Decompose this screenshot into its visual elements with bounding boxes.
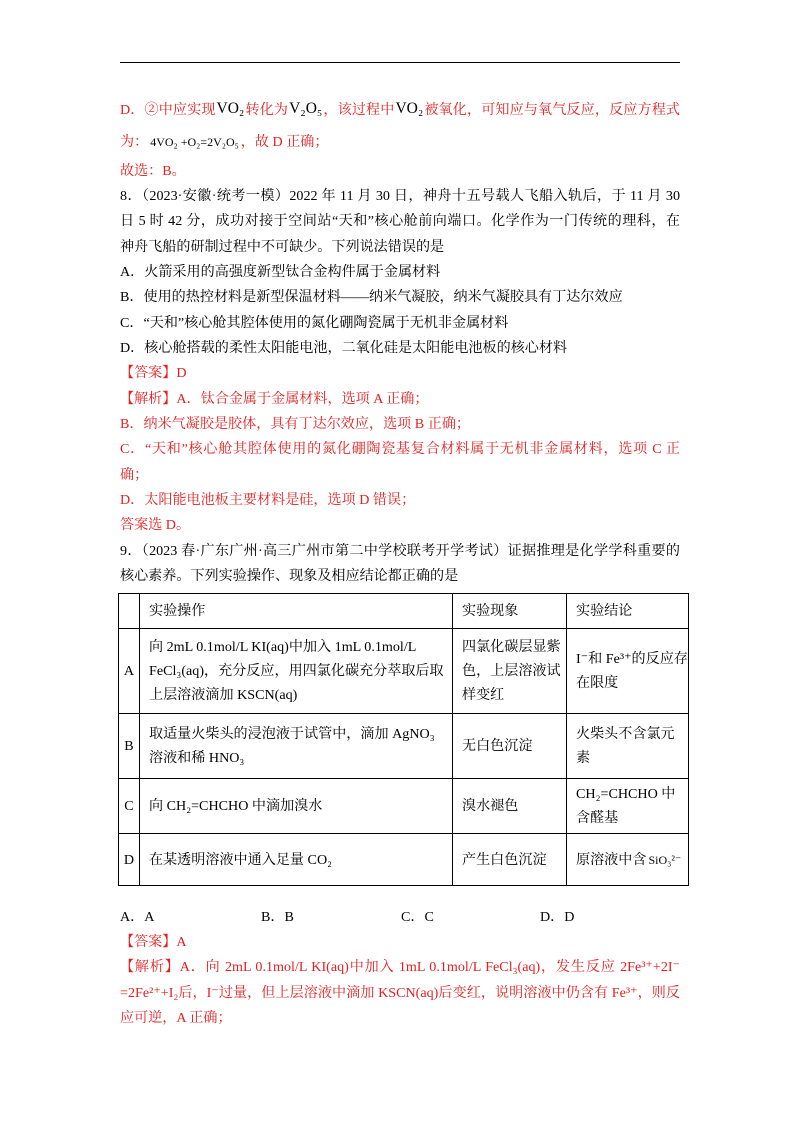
q9-answer: 【答案】A: [120, 934, 187, 950]
cell-line: I⁻和 Fe³⁺的反应存: [576, 651, 688, 667]
analysis-text: 被氧化，可知应与氧气反应，反应方程式: [424, 102, 681, 118]
q9-stem-line: 9．（2023 春·广东广州·高三广州市第二中学校联考开学考试）证据推理是化学学科重要的: [120, 542, 680, 559]
cell-line: 向 CH₂=CHCHO 中滴加溴水: [149, 798, 323, 814]
q8-answer: 【答案】D: [120, 365, 187, 382]
formula-vo2: VO₂: [395, 100, 424, 117]
analysis-text: ，故 D 正确；: [240, 134, 329, 150]
cell-phenomenon: [453, 629, 567, 714]
cell-conclusion: [567, 629, 689, 714]
cell-phenomenon: [453, 834, 567, 886]
cell-line: 取适量火柴头的浸泡液于试管中，滴加 AgNO₃: [149, 726, 435, 742]
q8-analysis-line: 【解析】A．钛合金属于金属材料，选项 A 正确；: [120, 390, 429, 407]
q8-option-c: C．“天和”核心舱其腔体使用的氮化硼陶瓷属于无机非金属材料: [120, 314, 509, 331]
cell-line: 在限度: [576, 675, 619, 691]
q8-stem-line: 8．（2023·安徽·统考一模）2022 年 11 月 30 日，神舟十五号载人飞船入轨后，于 11 月 30: [120, 188, 680, 204]
cell-line: 在某透明溶液中通入足量 CO₂: [149, 851, 333, 868]
table-header-conclusion: 实验结论: [567, 594, 689, 629]
table-row-a: [119, 629, 689, 714]
cell-operation: [140, 629, 453, 714]
cell-conclusion: [567, 779, 689, 834]
cell-line: FeCl₃(aq)，充分反应，用四氯化碳充分萃取后取: [149, 663, 444, 679]
q8-stem-line: 神舟飞船的研制过程中不可缺少。下列说法错误的是: [120, 238, 445, 255]
q9-choice-c: C．C: [401, 909, 434, 925]
q8-option-b: B．使用的热控材料是新型保温材料——纳米气凝胶，纳米气凝胶具有丁达尔效应: [120, 289, 623, 306]
table-header-phenomenon: 实验现象: [453, 594, 567, 629]
table-row-d: [119, 834, 689, 886]
table-header-row: [119, 594, 689, 629]
prev-question-analysis: [120, 94, 680, 184]
cell-phenomenon: [453, 779, 567, 834]
cell-conclusion: [567, 834, 689, 886]
q8-analysis-line: C．“天和”核心舱其腔体使用的氮化硼陶瓷基复合材料属于无机非金属材料，选项 C 正: [120, 441, 680, 458]
q9-analysis-line: 【解析】A．向 2mL 0.1mol/L KI(aq)中加入 1mL 0.1mol/L FeCl₃(aq)，发生反应 2Fe³⁺+2I⁻: [120, 959, 680, 976]
q8-analysis-line: D．太阳能电池板主要材料是硅，选项 D 错误；: [120, 491, 416, 508]
table-row-b: [119, 714, 689, 779]
table-header-blank: [119, 594, 140, 629]
cell-line: 向 2mL 0.1mol/L KI(aq)中加入 1mL 0.1mol/L: [149, 639, 417, 655]
cell-text: 原溶液中含: [576, 851, 647, 868]
cell-line: 无白色沉淀: [462, 738, 533, 754]
cell-line: 溶液和稀 HNO₃: [149, 750, 245, 766]
q9-choice-d: D．D: [540, 909, 575, 925]
q8-option-a: A．火箭采用的高强度新型钛合金构件属于金属材料: [120, 263, 441, 280]
cell-line: 样变红: [462, 687, 505, 703]
table-row-c: [119, 779, 689, 834]
q9-stem-line: 核心素养。下列实验操作、现象及相应结论都正确的是: [120, 567, 459, 584]
cell-line: 产生白色沉淀: [462, 851, 547, 868]
q9-analysis-line: 应可逆，A 正确；: [120, 1009, 232, 1026]
formula-vo2: VO₂: [216, 100, 245, 117]
prev-analysis-option-d-line-2: [120, 126, 680, 158]
cell-line: 上层溶液滴加 KSCN(aq): [149, 687, 298, 703]
cell-line: CH₂=CHCHO 中: [576, 786, 676, 802]
analysis-text: D．②中应实现: [120, 102, 216, 118]
cell-operation: [140, 779, 453, 834]
cell-line: 火柴头不含氯元: [576, 726, 675, 742]
formula-v2o5: V₂O₅: [289, 100, 323, 117]
row-label: D: [119, 834, 140, 886]
formula-silicate-ion: SiO₃²⁻: [648, 852, 682, 867]
q8-option-d: D．核心舱搭载的柔性太阳能电池，二氧化硅是太阳能电池板的核心材料: [120, 339, 568, 356]
analysis-text: 为：: [120, 134, 149, 150]
q9-choice-a: A．A: [120, 909, 155, 925]
cell-line: 含醛基: [576, 810, 619, 826]
row-label: C: [119, 779, 140, 834]
analysis-text: ，该过程中: [323, 102, 395, 118]
cell-line: 色，上层溶液试: [462, 663, 561, 679]
q9-experiment-table: [118, 593, 689, 886]
cell-line: 素: [576, 750, 591, 766]
q9-answer-block: [120, 904, 680, 1031]
table-header-operation: 实验操作: [140, 594, 453, 629]
q9-analysis-line: =2Fe²⁺+I₂后，I⁻过量，但上层溶液中滴加 KSCN(aq)后变红，说明溶液中仍含有 Fe³⁺，则反: [120, 984, 680, 1001]
cell-conclusion: [567, 714, 689, 779]
q8-stem-line: 日 5 时 42 分，成功对接于空间站“天和”核心舱前向端口。化学作为一门传统的理科，在: [120, 213, 680, 230]
row-label: B: [119, 714, 140, 779]
cell-line: 溴水褪色: [462, 798, 519, 814]
cell-line: [576, 848, 684, 872]
prev-analysis-option-d-line-1: [120, 94, 680, 126]
q8-analysis-line: B．纳米气凝胶是胶体，具有丁达尔效应，选项 B 正确；: [120, 415, 471, 432]
cell-phenomenon: [453, 714, 567, 779]
q9-choice-b: B．B: [261, 909, 294, 925]
q8-analysis-line: 答案选 D。: [120, 517, 191, 534]
q9-choices: [120, 904, 680, 930]
prev-final-answer: 故选：B。: [120, 163, 186, 179]
cell-operation: [140, 714, 453, 779]
cell-line: 四氯化碳层显紫: [462, 639, 561, 655]
analysis-text: 转化为: [245, 102, 289, 118]
page-header-rule: [120, 62, 680, 63]
question-block: [120, 184, 680, 589]
row-label: A: [119, 629, 140, 714]
q8-analysis-line: 确；: [120, 466, 149, 483]
reaction-equation: 4VO₂ +O₂=2V₂O₅: [150, 135, 239, 149]
cell-operation: [140, 834, 453, 886]
